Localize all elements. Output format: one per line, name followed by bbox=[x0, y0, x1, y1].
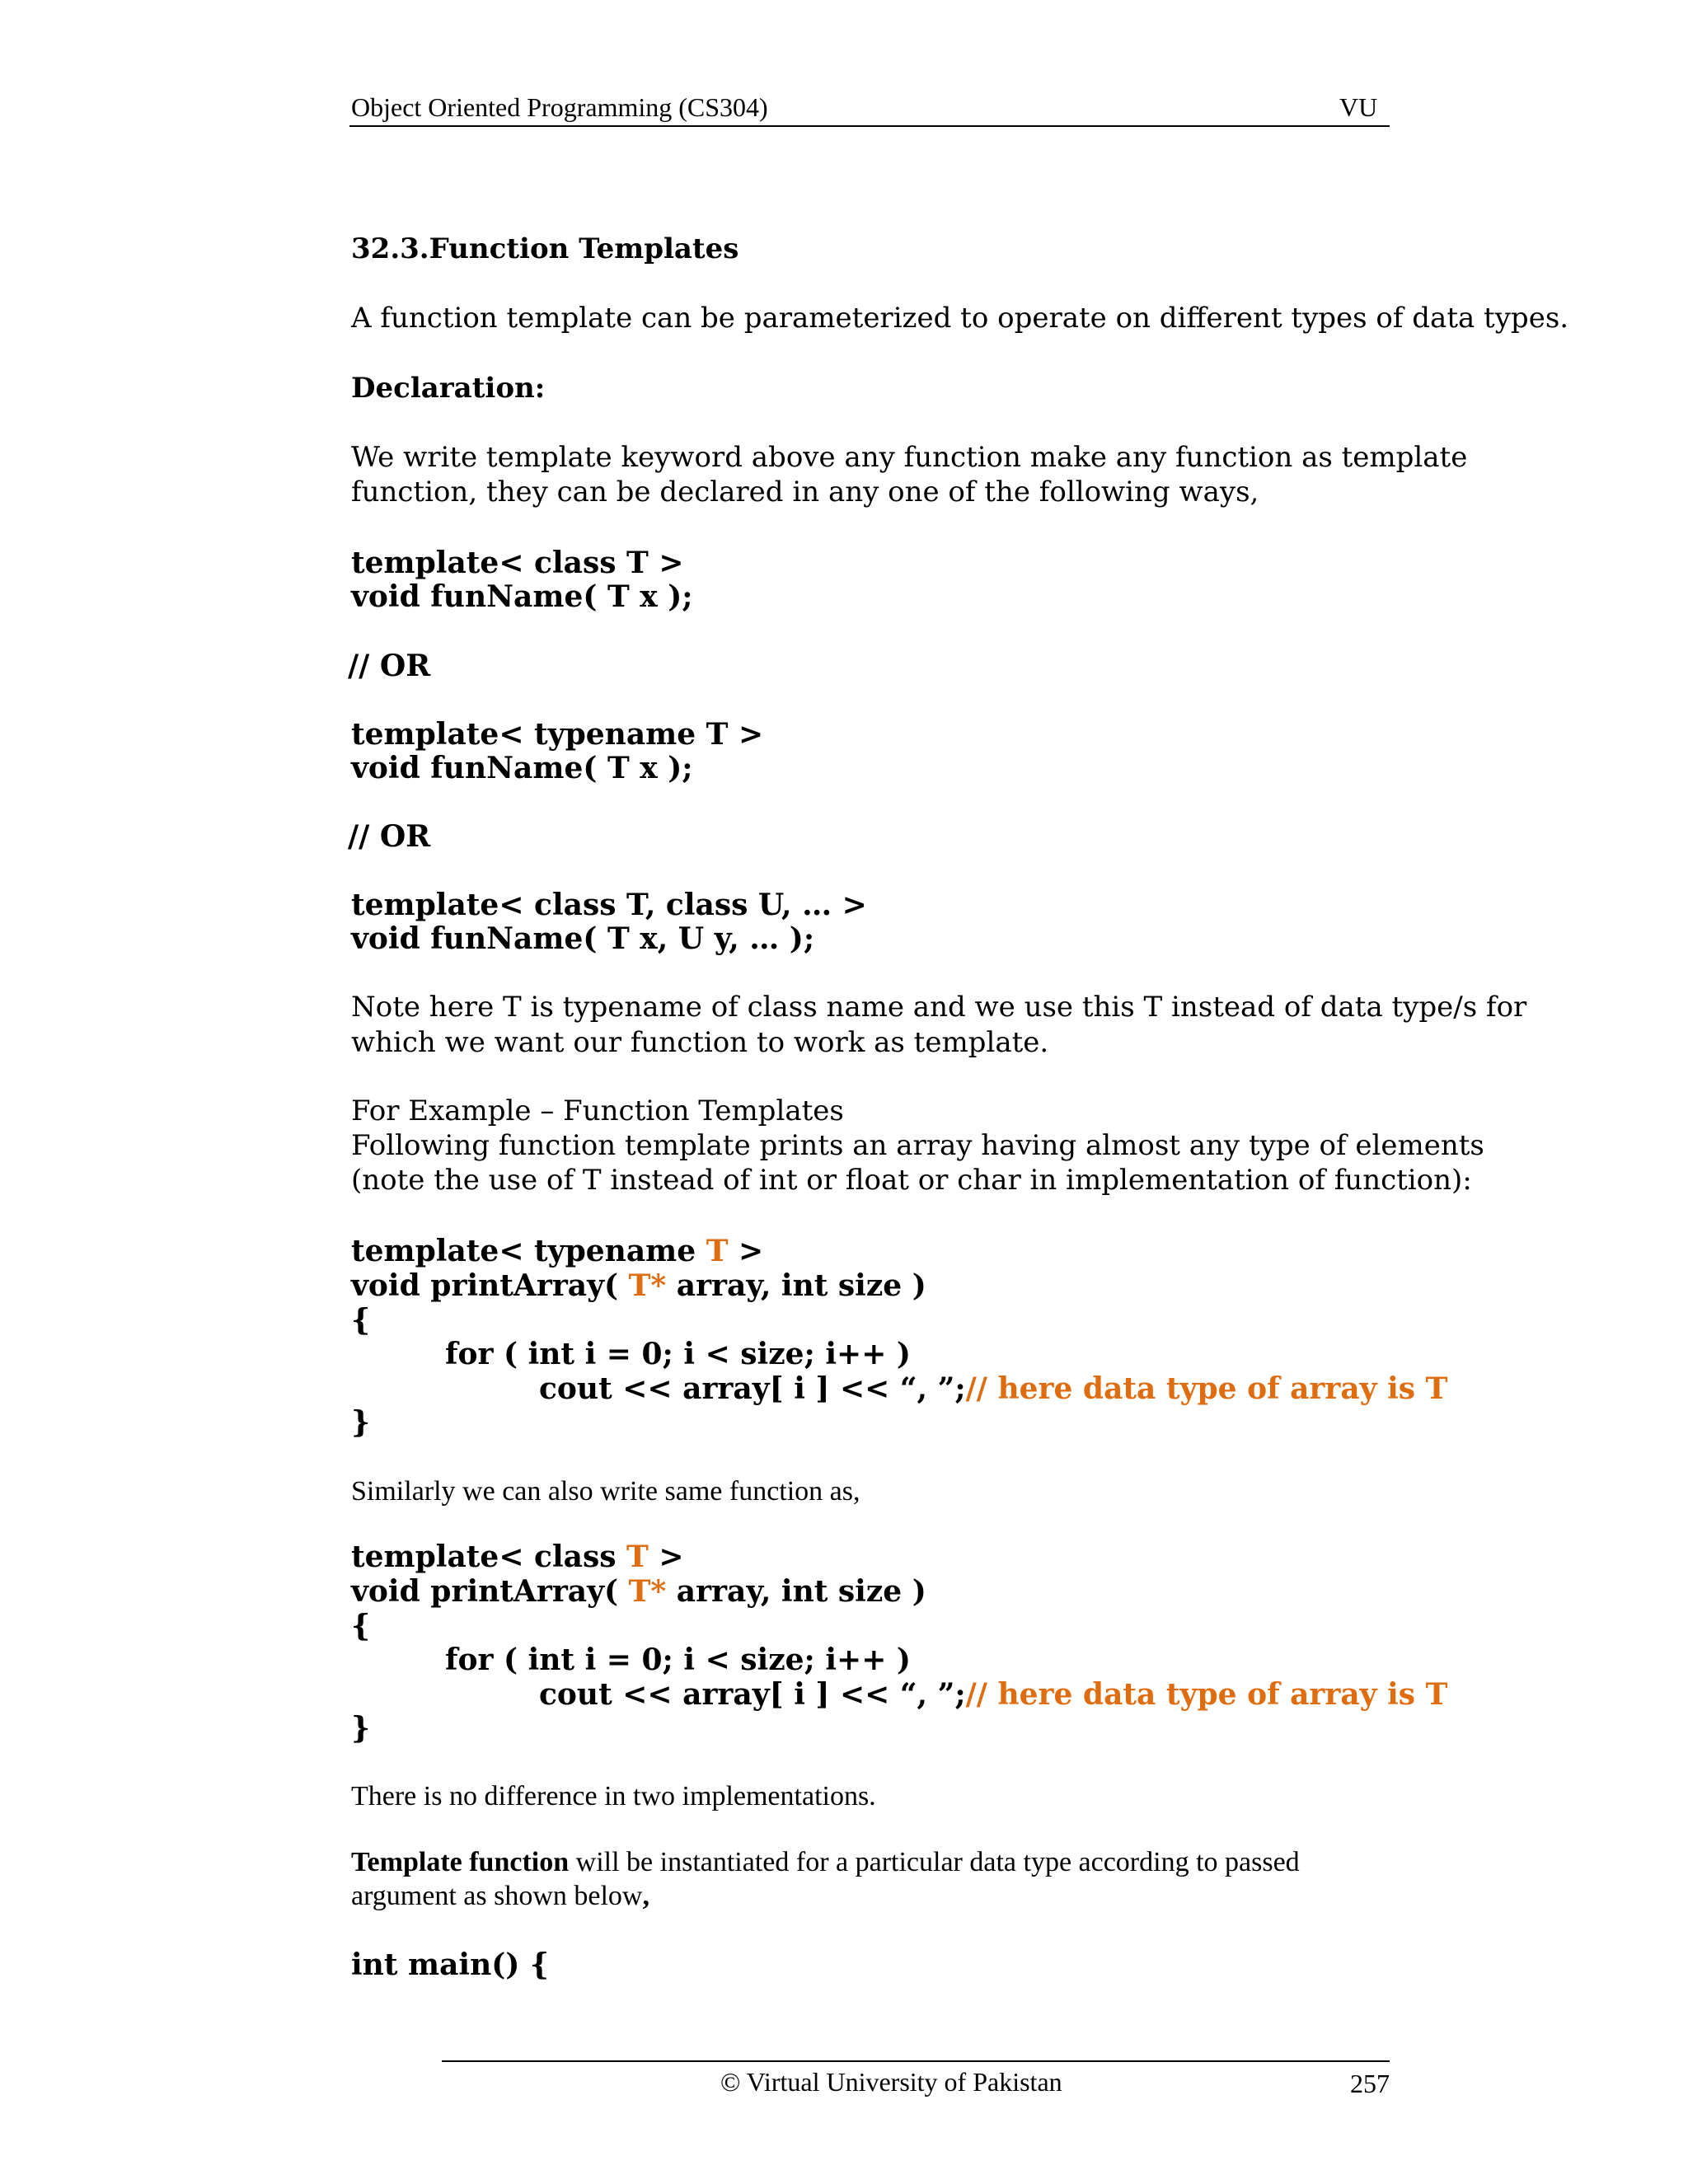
no-difference-text: There is no difference in two implementations. bbox=[351, 1781, 876, 1811]
decl3-line-2: void funName( T x, U y, … ); bbox=[351, 921, 815, 956]
example2-line-2 bbox=[351, 1574, 926, 1609]
example1-cout-text: cout << array[ i ] << “, ”; bbox=[539, 1371, 966, 1406]
example-text-line-1: Following function template prints an array having almost any type of elements bbox=[351, 1129, 1484, 1162]
declaration-heading: Declaration: bbox=[351, 372, 546, 405]
declaration-text-line-2: function, they can be declared in any one of the following ways, bbox=[351, 476, 1259, 509]
example1-for-line: for ( int i = 0; i < size; i++ ) bbox=[445, 1337, 911, 1371]
template-function-comma: , bbox=[642, 1881, 649, 1911]
or-comment-1: // OR bbox=[348, 649, 431, 683]
decl1-line-1: template< class T > bbox=[351, 546, 684, 580]
decl3-line-1: template< class T, class U, … > bbox=[351, 888, 867, 922]
header-institution: VU bbox=[1339, 92, 1378, 122]
example2-type-param: T bbox=[626, 1540, 649, 1574]
example2-pointer-type: T* bbox=[628, 1574, 667, 1609]
example1-line-1-end: > bbox=[728, 1234, 764, 1268]
template-function-line-1 bbox=[351, 1847, 1300, 1878]
example1-cout-line bbox=[539, 1371, 1447, 1406]
decl2-line-2: void funName( T x ); bbox=[351, 751, 693, 785]
example1-comment: // here data type of array is T bbox=[965, 1371, 1448, 1406]
example1-open-brace: { bbox=[351, 1303, 371, 1338]
footer-copyright: © Virtual University of Pakistan bbox=[720, 2067, 1062, 2097]
example1-type-param: T bbox=[706, 1234, 729, 1268]
header-course-title: Object Oriented Programming (CS304) bbox=[351, 92, 768, 122]
example1-close-brace: } bbox=[351, 1405, 371, 1440]
example2-cout-text: cout << array[ i ] << “, ”; bbox=[539, 1677, 966, 1712]
footer-rule bbox=[442, 2060, 1390, 2062]
example-title: For Example – Function Templates bbox=[351, 1094, 844, 1127]
main-line: int main() { bbox=[351, 1947, 550, 1982]
example2-line-2-text: void printArray( bbox=[351, 1574, 629, 1609]
similarly-text: Similarly we can also write same function as, bbox=[351, 1476, 860, 1507]
template-function-text: will be instantiated for a particular data type according to passed bbox=[569, 1847, 1300, 1877]
example2-cout-line bbox=[539, 1677, 1447, 1712]
or-comment-2: // OR bbox=[348, 819, 431, 854]
intro-paragraph: A function template can be parameterized to operate on different types of data types. bbox=[351, 302, 1569, 335]
example1-line-1 bbox=[351, 1234, 763, 1268]
decl2-line-1: template< typename T > bbox=[351, 717, 764, 752]
example2-line-1-end: > bbox=[648, 1540, 684, 1574]
template-function-line-2 bbox=[351, 1881, 649, 1912]
example2-line-1-text: template< class bbox=[351, 1540, 627, 1574]
example-text-line-2: (note the use of T instead of int or float or char in implementation of function): bbox=[351, 1164, 1472, 1197]
note-line-2: which we want our function to work as template. bbox=[351, 1026, 1049, 1059]
example1-pointer-type: T* bbox=[628, 1268, 667, 1303]
example2-open-brace: { bbox=[351, 1609, 371, 1643]
example1-line-2-text: void printArray( bbox=[351, 1268, 629, 1303]
example2-line-2-end: array, int size ) bbox=[666, 1574, 926, 1609]
template-function-term: Template function bbox=[351, 1847, 570, 1877]
example2-comment: // here data type of array is T bbox=[965, 1677, 1448, 1712]
example2-line-1 bbox=[351, 1540, 684, 1574]
note-line-1: Note here T is typename of class name and we use this T instead of data type/s for bbox=[351, 991, 1527, 1024]
example2-close-brace: } bbox=[351, 1711, 371, 1746]
example1-line-1-text: template< typename bbox=[351, 1234, 706, 1268]
declaration-text-line-1: We write template keyword above any function make any function as template bbox=[351, 441, 1468, 474]
example2-for-line: for ( int i = 0; i < size; i++ ) bbox=[445, 1643, 911, 1677]
decl1-line-2: void funName( T x ); bbox=[351, 579, 693, 614]
example1-line-2 bbox=[351, 1268, 926, 1303]
page-number: 257 bbox=[1350, 2069, 1390, 2098]
section-heading: 32.3.Function Templates bbox=[351, 232, 739, 265]
example1-line-2-end: array, int size ) bbox=[666, 1268, 926, 1303]
template-function-line-2-text: argument as shown below bbox=[351, 1881, 643, 1911]
header-rule bbox=[349, 125, 1390, 127]
